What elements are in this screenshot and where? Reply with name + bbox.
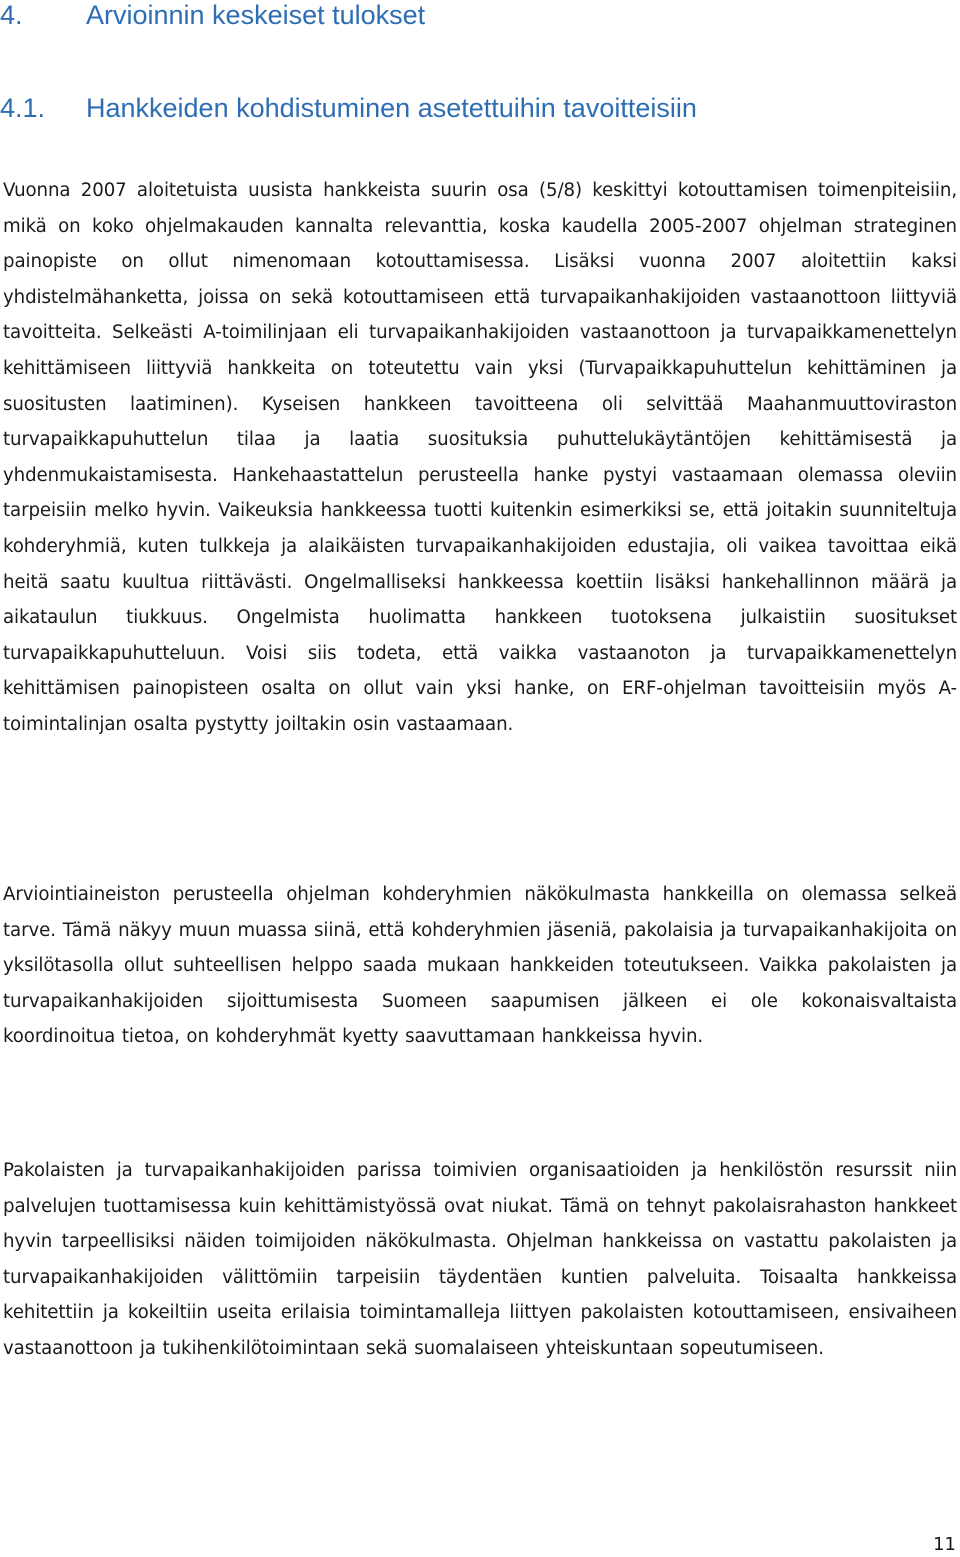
subsection-title: Hankkeiden kohdistuminen asetettuihin tavoitteisiin — [86, 93, 697, 123]
subsection-heading — [0, 91, 697, 125]
subsection-number: 4.1. — [0, 93, 46, 123]
section-number: 4. — [0, 0, 23, 30]
page-number: 11 — [933, 1534, 956, 1555]
section-title: Arvioinnin keskeiset tulokset — [86, 0, 426, 30]
section-heading — [0, 0, 425, 32]
paragraph-3: Pakolaisten ja turvapaikanhakijoiden parissa toimivien organisaatioiden ja henkilöstön resurssit niin palvelujen tuottamisessa kuin kehittämistyössä ovat niukat. Tämä on tehnyt pakolaisrahaston hankkeet hyvin tarpeellisiksi näiden toimijoiden näkökulmasta. Ohjelman hankkeissa on vastattu pakolaisten ja turvapaikanhakijoiden välittömiin tarpeisiin täydentäen kuntien palveluita. Toisaalta hankkeissa kehitettiin ja kokeiltiin useita erilaisia toimintamalleja liittyen pakolaisten kotouttamiseen, ensivaiheen vastaanottoon ja tukihenkilötoimintaan sekä suomalaiseen yhteiskuntaan sopeutumiseen. — [3, 1160, 957, 1359]
paragraph-2: Arviointiaineiston perusteella ohjelman kohderyhmien näkökulmasta hankkeilla on olemassa selkeä tarve. Tämä näkyy muun muassa siinä, että kohderyhmien jäseniä, pakolaisia ja turvapaikanhakijoita on yksilötasolla ollut suhteellisen helppo saada mukaan hankkeiden toteutukseen. Vaikka pakolaisten ja turvapaikanhakijoiden sijoittumisesta Suomeen saapumisen jälkeen ei ole kokonaisvaltaista koordinoitua tietoa, on kohderyhmät kyetty saavuttamaan hankkeissa hyvin. — [3, 884, 957, 1048]
paragraph-1: Vuonna 2007 aloitetuista uusista hankkeista suurin osa (5/8) keskittyi kotouttamisen toimenpiteisiin, mikä on koko ohjelmakauden kannalta relevanttia, koska kaudella 2005-2007 ohjelman strateginen painopiste on ollut nimenomaan kotouttamisessa. Lisäksi vuonna 2007 aloitettiin kaksi yhdistelmähanketta, joissa on sekä kotouttamiseen että turvapaikanhakijoiden vastaanottoon liittyviä tavoitteita. Selkeästi A-toimilinjaan eli turvapaikanhakijoiden vastaanottoon ja turvapaikkamenettelyn kehittämiseen liittyviä hankkeita on toteutettu vain yksi (Turvapaikkapuhuttelun kehittäminen ja suositusten laatiminen). Kyseisen hankkeen tavoitteena oli selvittää Maahanmuuttoviraston turvapaikkapuhuttelun tilaa ja laatia suosituksia puhuttelukäytäntöjen kehittämisestä ja yhdenmukaistamisesta. Hankehaastattelun perusteella hanke pystyi vastaamaan olemassa oleviin tarpeisiin melko hyvin. Vaikeuksia hankkeessa tuotti kuitenkin esimerkiksi se, että joitakin suunniteltuja kohderyhmiä, kuten tulkkeja ja alaikäisten turvapaikanhakijoiden edustajia, oli vaikea tavoittaa eikä heitä saatu kuultua riittävästi. Ongelmalliseksi hankkeessa koettiin lisäksi hankehallinnon määrä ja aikataulun tiukkuus. Ongelmista huolimatta hankkeen tuotoksena julkaistiin suositukset turvapaikkapuhutteluun. Voisi siis todeta, että vaikka vastaanoton ja turvapaikkamenettelyn kehittämisen painopisteen osalta on ollut vain yksi hanke, on ERF-ohjelman tavoitteisiin myös A- toimintalinjan osalta pystytty joiltakin osin vastaamaan. — [3, 180, 957, 735]
